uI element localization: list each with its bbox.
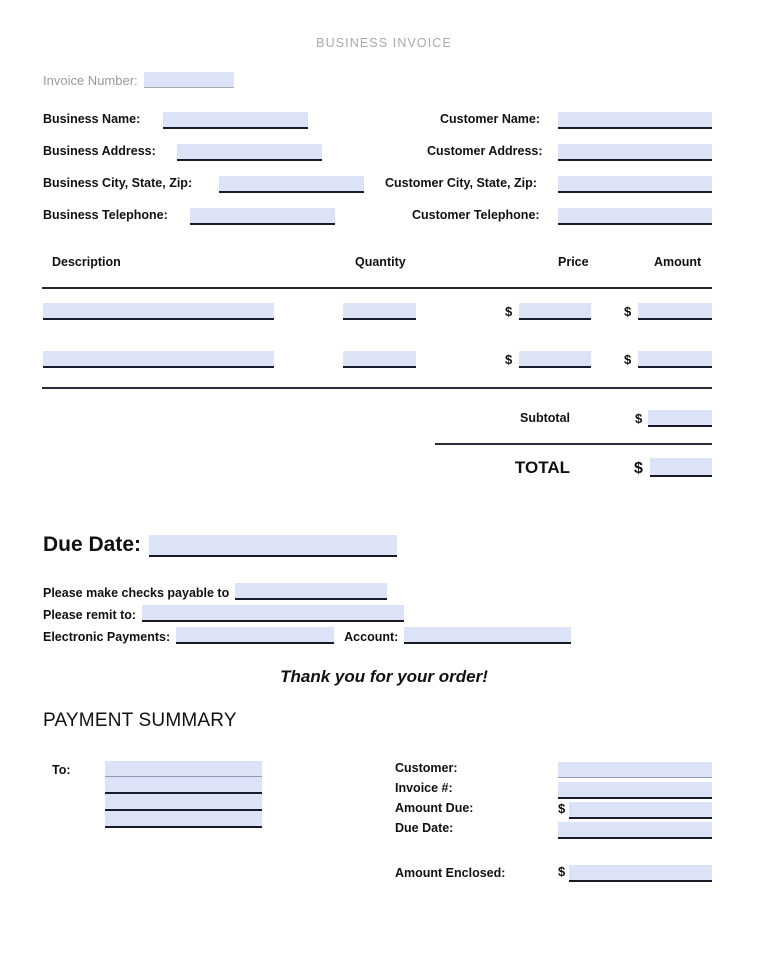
ps-invoice-number-input[interactable] <box>558 782 712 799</box>
business-telephone-input[interactable] <box>190 208 335 225</box>
invoice-number-label: Invoice Number: <box>43 73 138 88</box>
due-date-label: Due Date: <box>43 533 142 556</box>
column-header-description: Description <box>52 255 121 269</box>
ps-amount-due-currency: $ <box>558 801 566 816</box>
customer-name-input[interactable] <box>558 112 712 129</box>
thank-you-message: Thank you for your order! <box>280 667 488 686</box>
customer-address-label: Customer Address: <box>427 144 543 158</box>
row-2-description-input[interactable] <box>43 351 274 368</box>
ps-amount-enclosed-currency: $ <box>558 864 566 879</box>
customer-telephone-label: Customer Telephone: <box>412 208 540 222</box>
row-2-amount-currency: $ <box>624 352 632 367</box>
row-1-quantity-input[interactable] <box>343 303 416 320</box>
remit-row-checks-payable <box>43 583 571 605</box>
customer-address-input[interactable] <box>558 144 712 161</box>
ps-customer-label: Customer: <box>395 761 458 775</box>
party-row-telephone <box>0 206 768 238</box>
ps-amount-due-input[interactable] <box>569 802 712 819</box>
party-row-address <box>0 142 768 174</box>
column-header-amount: Amount <box>654 255 702 269</box>
row-1-price-input[interactable] <box>519 303 591 320</box>
ps-customer-input[interactable] <box>558 762 712 778</box>
payment-summary-to-line-2[interactable] <box>105 777 262 794</box>
table-row <box>0 295 768 343</box>
party-row-city <box>0 174 768 206</box>
remit-row-electronic-payments <box>43 627 571 649</box>
table-header-row <box>0 255 768 283</box>
row-1-description-input[interactable] <box>43 303 274 320</box>
ps-amount-enclosed-label: Amount Enclosed: <box>395 866 506 880</box>
row-1-amount-currency: $ <box>624 304 632 319</box>
business-telephone-label: Business Telephone: <box>43 208 168 222</box>
subtotal-label: Subtotal <box>520 411 570 425</box>
table-top-rule <box>42 287 712 289</box>
total-label: TOTAL <box>514 458 570 477</box>
page-title: BUSINESS INVOICE <box>316 36 452 50</box>
payment-summary-to-stack <box>105 761 262 828</box>
subtotal-input[interactable] <box>648 410 712 427</box>
business-name-input[interactable] <box>163 112 308 129</box>
customer-name-label: Customer Name: <box>440 112 541 126</box>
account-label: Account: <box>344 630 399 644</box>
total-currency: $ <box>634 460 643 477</box>
business-city-input[interactable] <box>219 176 364 193</box>
customer-city-input[interactable] <box>558 176 712 193</box>
row-2-price-currency: $ <box>505 352 513 367</box>
row-1-amount-input[interactable] <box>638 303 712 320</box>
business-address-input[interactable] <box>177 144 322 161</box>
account-input[interactable] <box>404 627 571 644</box>
line-items-table <box>0 255 768 391</box>
row-2-amount-input[interactable] <box>638 351 712 368</box>
payment-summary-to-line-4[interactable] <box>105 811 262 828</box>
column-header-price: Price <box>558 255 589 269</box>
ps-due-date-input[interactable] <box>558 822 712 839</box>
checks-payable-label: Please make checks payable to <box>43 586 230 600</box>
ps-due-date-label: Due Date: <box>395 821 454 835</box>
remittance-block <box>43 583 571 649</box>
ps-amount-due-label: Amount Due: <box>395 801 474 815</box>
due-date-input[interactable] <box>149 535 397 557</box>
customer-city-label: Customer City, State, Zip: <box>385 176 537 190</box>
electronic-payments-label: Electronic Payments: <box>43 630 171 644</box>
subtotal-currency: $ <box>635 411 643 426</box>
table-row <box>0 343 768 391</box>
remit-row-remit-to <box>43 605 571 627</box>
table-bottom-rule <box>42 387 712 389</box>
business-address-label: Business Address: <box>43 144 156 158</box>
total-input[interactable] <box>650 458 712 477</box>
checks-payable-input[interactable] <box>235 583 387 600</box>
totals-separator-rule <box>435 443 712 445</box>
row-2-quantity-input[interactable] <box>343 351 416 368</box>
payment-summary-to-line-3[interactable] <box>105 794 262 811</box>
remit-to-label: Please remit to: <box>43 608 137 622</box>
payment-summary-to-line-1[interactable] <box>105 761 262 777</box>
electronic-payments-input[interactable] <box>176 627 334 644</box>
party-row-name <box>0 110 768 142</box>
remit-to-input[interactable] <box>142 605 404 622</box>
business-city-label: Business City, State, Zip: <box>43 176 193 190</box>
payment-summary-title: PAYMENT SUMMARY <box>43 710 237 731</box>
ps-invoice-number-label: Invoice #: <box>395 781 453 795</box>
column-header-quantity: Quantity <box>355 255 406 269</box>
invoice-number-row <box>43 72 234 88</box>
business-name-label: Business Name: <box>43 112 141 126</box>
payment-summary-amount-enclosed-row <box>395 864 566 882</box>
customer-telephone-input[interactable] <box>558 208 712 225</box>
payment-summary-to-label: To: <box>52 763 71 777</box>
ps-amount-enclosed-input[interactable] <box>569 865 712 882</box>
invoice-number-input[interactable] <box>144 72 234 88</box>
due-date-row <box>43 533 397 557</box>
parties-block <box>0 110 768 238</box>
row-2-price-input[interactable] <box>519 351 591 368</box>
row-1-price-currency: $ <box>505 304 513 319</box>
